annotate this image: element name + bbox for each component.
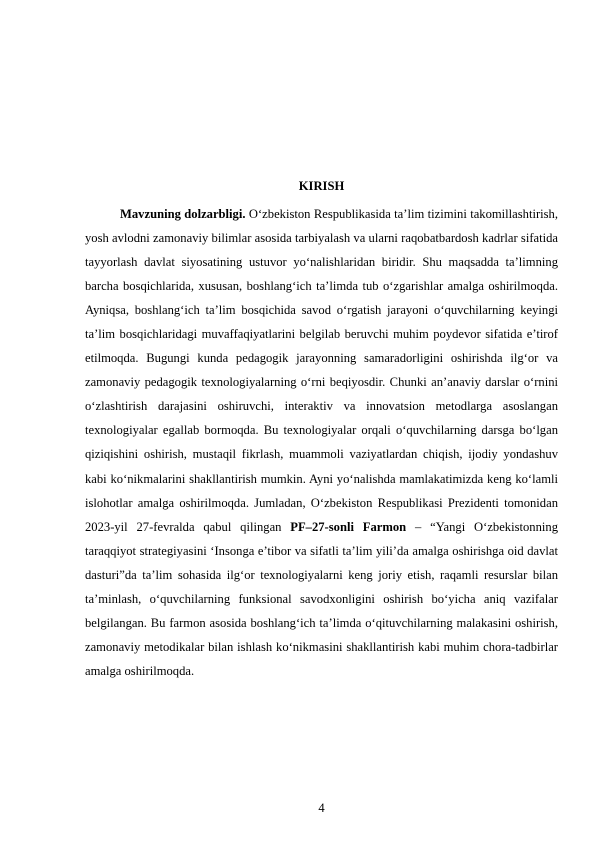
section-heading: KIRISH <box>298 179 345 193</box>
paragraph-text-part2: – “Yangi O‘zbekistonning taraqqiyot strategiyasini ‘Insonga e’tibor va sifatli ta’lim yili’da amalga oshirishga oid davlat dasturi”da ta’lim sohasida ilg‘or texnologiyalarni keng joriy etish, raqamli resurslar bilan ta’minlash, o‘quvchilarning funksional savodxonligini oshirish bo‘yicha aniq vazifalar belgilangan. Bu farmon asosida boshlang‘ich ta’limda o‘qituvchilarning malakasini oshirish, zamonaviy metodikalar bilan ishlash ko‘nikmasini shakllantirish kabi muhim chora-tadbirlar amalga oshirilmoqda. <box>85 519 558 678</box>
intro-paragraph <box>85 202 558 683</box>
page-number: 4 <box>318 801 325 815</box>
decree-reference: PF–27-sonli Farmon <box>290 519 407 534</box>
paragraph-lead: Mavzuning dolzarbligi. <box>120 207 246 221</box>
paragraph-text-part1: O‘zbekiston Respublikasida ta’lim tizimini takomillashtirish, yosh avlodni zamonaviy bilimlar asosida tarbiyalash va ularni raqobatbardosh kadrlar sifatida tayyorlash davlat siyosatining ustuvor yo‘nalishlaridan biridir. Shu maqsadda ta’limning barcha bosqichlarida, xususan, boshlang‘ich ta’limda tub o‘zgarishlar amalga oshirilmoqda. Ayniqsa, boshlang‘ich ta’lim bosqichida savod o‘rgatish jarayoni o‘quvchilarning keyingi ta’lim bosqichlaridagi muvaffaqiyatlarini belgilab beruvchi muhim poydevor sifatida e’tirof etilmoqda. Bugungi kunda pedagogik jarayonning samaradorligini oshirishda ilg‘or va zamonaviy pedagogik texnologiyalarning o‘rni beqiyosdir. Chunki an’anaviy darslar o‘rnini o‘zlashtirish darajasini oshiruvchi, interaktiv va innovatsion metodlarga asoslangan texnologiyalar egallab bormoqda. Bu texnologiyalar orqali o‘quvchilarning darsga bo‘lgan qiziqishini oshirish, mustaqil fikrlash, muammoli vaziyatlardan chiqish, ijodiy yondashuv kabi ko‘nikmalarini shakllantirish mumkin. Ayni yo‘nalishda mamlakatimizda keng ko‘lamli islohotlar amalga oshirilmoqda. Jumladan, O‘zbekiston Respublikasi Prezidenti tomonidan 2023-yil 27-fevralda qabul qilingan <box>85 207 558 534</box>
